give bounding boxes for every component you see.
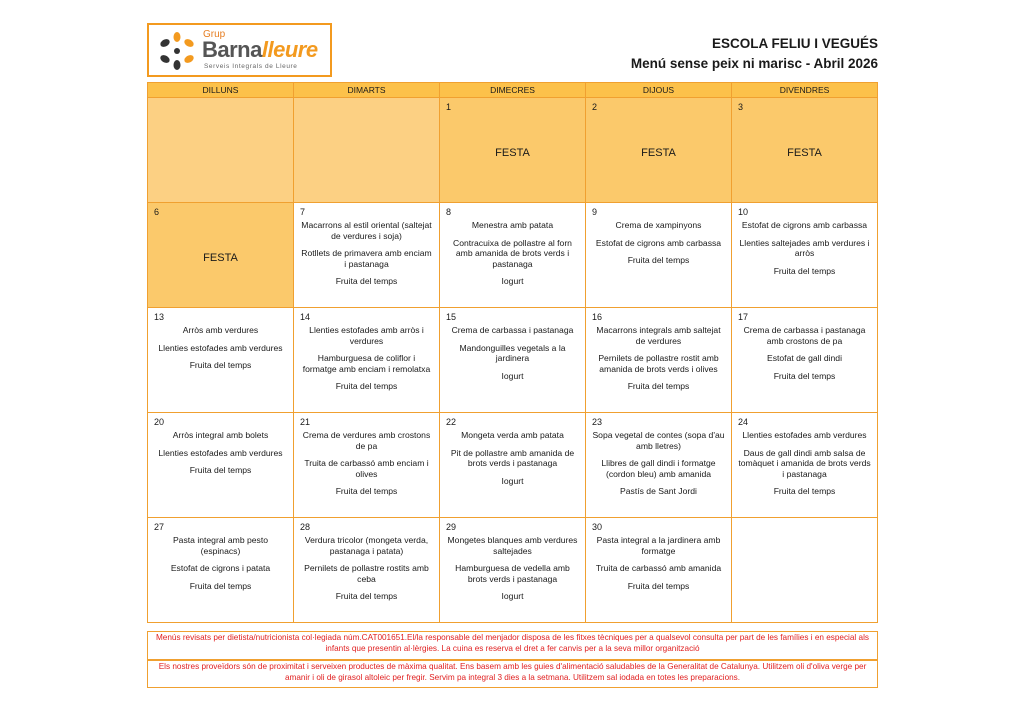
dish-item: Llenties estofades amb verdures [742, 430, 867, 440]
dish-item: Llibres de gall dindi i formatge (cordon bleu) amb amanida [601, 458, 716, 479]
day-number: 7 [300, 207, 306, 217]
dish-list [586, 308, 731, 392]
weekday-header: DIVENDRES [732, 83, 878, 98]
menu-day-cell [732, 308, 878, 413]
dish-item: Verdura tricolor (mongeta verda, pastanaga i patata) [304, 535, 429, 556]
empty-day-cell [294, 98, 440, 203]
dish-item: Llenties estofades amb verdures [158, 342, 283, 353]
weekday-header-row [148, 83, 878, 98]
menu-day-cell [440, 203, 586, 308]
logo-flower-icon [155, 31, 199, 71]
holiday-day-cell [732, 98, 878, 203]
menu-day-cell [586, 308, 732, 413]
dessert-item: Fruita del temps [189, 360, 252, 370]
dish-list [294, 308, 439, 392]
dish-item: Truita de carbassó amb amanida [595, 563, 722, 573]
week-row [148, 203, 878, 308]
dish-item: Llenties estofades amb verdures [158, 447, 283, 458]
holiday-label: FESTA [203, 252, 238, 264]
dish-item: Pernilets de pollastre rostits amb ceba [304, 563, 429, 584]
dish-list [440, 308, 585, 381]
weekday-header: DIMECRES [440, 83, 586, 98]
menu-day-cell [294, 518, 440, 623]
day-number: 30 [592, 522, 603, 532]
day-number: 21 [300, 417, 311, 427]
menu-day-cell [294, 413, 440, 518]
dish-item: Crema de carbassa i pastanaga amb crostons de pa [743, 325, 866, 346]
company-logo [147, 23, 332, 77]
menu-day-cell [586, 518, 732, 623]
menu-day-cell [586, 413, 732, 518]
dessert-item: Fruita del temps [627, 580, 690, 591]
day-number: 16 [592, 312, 603, 322]
empty-day-cell [148, 98, 294, 203]
dish-item: Mongetes blanques amb verdures saltejades [447, 535, 578, 556]
menu-day-cell [440, 413, 586, 518]
menu-day-cell [732, 413, 878, 518]
holiday-day-cell [440, 98, 586, 203]
dish-item: Estofat de cigrons amb carbassa [741, 220, 868, 230]
dessert-item: Iogurt [501, 475, 524, 486]
day-number: 13 [154, 312, 165, 322]
dish-item: Pasta integral amb pesto (espinacs) [172, 535, 269, 556]
logo-brand-text: Barnalleure [202, 37, 318, 62]
holiday-label: FESTA [641, 147, 676, 159]
page-header [631, 34, 878, 74]
menu-day-cell [732, 203, 878, 308]
dish-item: Contracuixa de pollastre al forn amb amanida de brots verds i pastanaga [453, 237, 572, 269]
dish-list [294, 413, 439, 497]
dish-item: Pasta integral a la jardinera amb formatge [596, 535, 721, 556]
menu-day-cell [148, 308, 294, 413]
dish-list [732, 203, 877, 276]
dish-item: Menestra amb patata [471, 220, 554, 230]
dish-list [732, 413, 877, 497]
weekday-header: DIMARTS [294, 83, 440, 98]
empty-day-cell [732, 518, 878, 623]
day-number: 27 [154, 522, 165, 532]
dish-list [440, 518, 585, 602]
dish-item: Mandonguilles vegetals a la jardinera [459, 342, 566, 363]
dessert-item: Fruita del temps [627, 381, 690, 391]
dessert-item: Iogurt [501, 591, 524, 601]
school-name: ESCOLA FELIU I VEGUÉS [711, 36, 878, 51]
week-row [148, 518, 878, 623]
dish-list [586, 518, 731, 591]
dish-item: Crema de carbassa i pastanaga [451, 325, 574, 335]
dish-item: Estofat de cigrons amb carbassa [595, 237, 722, 248]
dish-item: Estofat de cigrons i patata [170, 563, 271, 573]
dish-item: Llenties estofades amb arròs i verdures [309, 325, 424, 346]
dessert-item: Fruita del temps [189, 465, 252, 475]
week-row [148, 308, 878, 413]
dish-item: Arròs integral amb bolets [172, 430, 269, 440]
holiday-day-cell [148, 203, 294, 308]
dish-list [586, 203, 731, 266]
dish-list [440, 413, 585, 486]
suppliers-note: Els nostres proveïdors són de proximitat i serveixen productes de màxima qualitat. Ens basem amb les guies d'alimentació saludables de la Generalitat de Catalunya. Utilitzem oli d'oliva verge per amanir i oli de girasol altoleic per fregir. Servim pa integral 3 dies a la setmana. Utilitzem sal iodada en totes les preparacions. [147, 660, 878, 688]
dish-item: Arròs amb verdures [182, 325, 259, 335]
dessert-item: Iogurt [501, 370, 524, 381]
dish-item: Macarrons integrals amb saltejat de verdures [596, 325, 721, 346]
dessert-item: Fruita del temps [335, 276, 398, 286]
day-number: 29 [446, 522, 457, 532]
dish-item: Mongeta verda amb patata [461, 430, 564, 440]
dish-list [148, 413, 293, 476]
day-number: 22 [446, 417, 457, 427]
dish-list [148, 518, 293, 591]
dessert-item: Fruita del temps [773, 370, 836, 381]
weekday-header: DILLUNS [148, 83, 294, 98]
day-number: 14 [300, 312, 311, 322]
menu-day-cell [148, 413, 294, 518]
dish-item: Hamburguesa de vedella amb brots verds i pastanaga [455, 563, 570, 584]
dish-item: Pit de pollastre amb amanida de brots verds i pastanaga [450, 447, 575, 468]
menu-title: Menú sense peix ni marisc - Abril 2026 [630, 56, 878, 71]
menu-day-cell [294, 203, 440, 308]
menu-calendar [147, 82, 878, 623]
menu-day-cell [440, 518, 586, 623]
dessert-item: Fruita del temps [335, 381, 398, 391]
dish-item: Crema de xampinyons [615, 220, 702, 230]
dessert-item: Fruita del temps [335, 591, 398, 601]
dish-item: Rotllets de primavera amb enciam i pastanaga [301, 248, 432, 269]
holiday-label: FESTA [787, 147, 822, 159]
dish-item: Truita de carbassó amb enciam i olives [304, 458, 429, 479]
day-number: 24 [738, 417, 749, 427]
weekday-header: DIJOUS [586, 83, 732, 98]
dessert-item: Pastís de Sant Jordi [620, 486, 697, 496]
day-number: 23 [592, 417, 603, 427]
dessert-item: Fruita del temps [335, 486, 398, 496]
dish-list [440, 203, 585, 287]
dish-list [732, 308, 877, 381]
dish-item: Sopa vegetal de contes (sopa d'au amb lletres) [592, 430, 725, 451]
dish-item: Hamburguesa de coliflor i formatge amb enciam i remolatxa [302, 353, 431, 374]
menu-day-cell [440, 308, 586, 413]
logo-grup-text: Grup [203, 29, 226, 40]
logo-tagline: Serveis Integrals de Lleure [204, 63, 298, 70]
dish-list [148, 308, 293, 371]
holiday-day-cell [586, 98, 732, 203]
dish-list [294, 518, 439, 602]
day-number: 1 [446, 102, 452, 112]
dietitian-note: Menús revisats per dietista/nutricionista col·legiada núm.CAT001651.El/la responsable del menjador disposa de les fitxes tècniques per a qualsevol consulta per part de les famílies i en especial als infants que presentin al·lèrgies. La cuina es reserva el dret a fer canvis per a la seva millor organització [147, 631, 878, 660]
dish-item: Pernilets de pollastre rostit amb amanida de brots verds i olives [598, 353, 719, 374]
dessert-item: Iogurt [501, 276, 524, 286]
day-number: 20 [154, 417, 165, 427]
dessert-item: Fruita del temps [773, 486, 836, 496]
day-number: 6 [154, 207, 160, 217]
dish-item: Llenties saltejades amb verdures i arròs [739, 237, 870, 258]
day-number: 28 [300, 522, 311, 532]
day-number: 10 [738, 207, 749, 217]
dessert-item: Fruita del temps [627, 255, 690, 265]
dessert-item: Fruita del temps [189, 580, 252, 591]
holiday-label: FESTA [495, 147, 530, 159]
dish-list [294, 203, 439, 287]
week-row [148, 98, 878, 203]
dessert-item: Fruita del temps [773, 265, 836, 276]
dish-list [586, 413, 731, 497]
menu-day-cell [294, 308, 440, 413]
week-row [148, 413, 878, 518]
menu-day-cell [586, 203, 732, 308]
dish-item: Crema de verdures amb crostons de pa [302, 430, 431, 451]
day-number: 8 [446, 207, 452, 217]
dish-item: Estofat de gall dindi [766, 353, 842, 363]
day-number: 9 [592, 207, 598, 217]
day-number: 3 [738, 102, 744, 112]
day-number: 17 [738, 312, 749, 322]
dish-item: Daus de gall dindi amb salsa de tomàquet i amanida de brots verds i pastanaga [738, 447, 871, 479]
menu-day-cell [148, 518, 294, 623]
day-number: 2 [592, 102, 598, 112]
day-number: 15 [446, 312, 457, 322]
dish-item: Macarrons al estil oriental (saltejat de verdures i soja) [301, 220, 432, 241]
